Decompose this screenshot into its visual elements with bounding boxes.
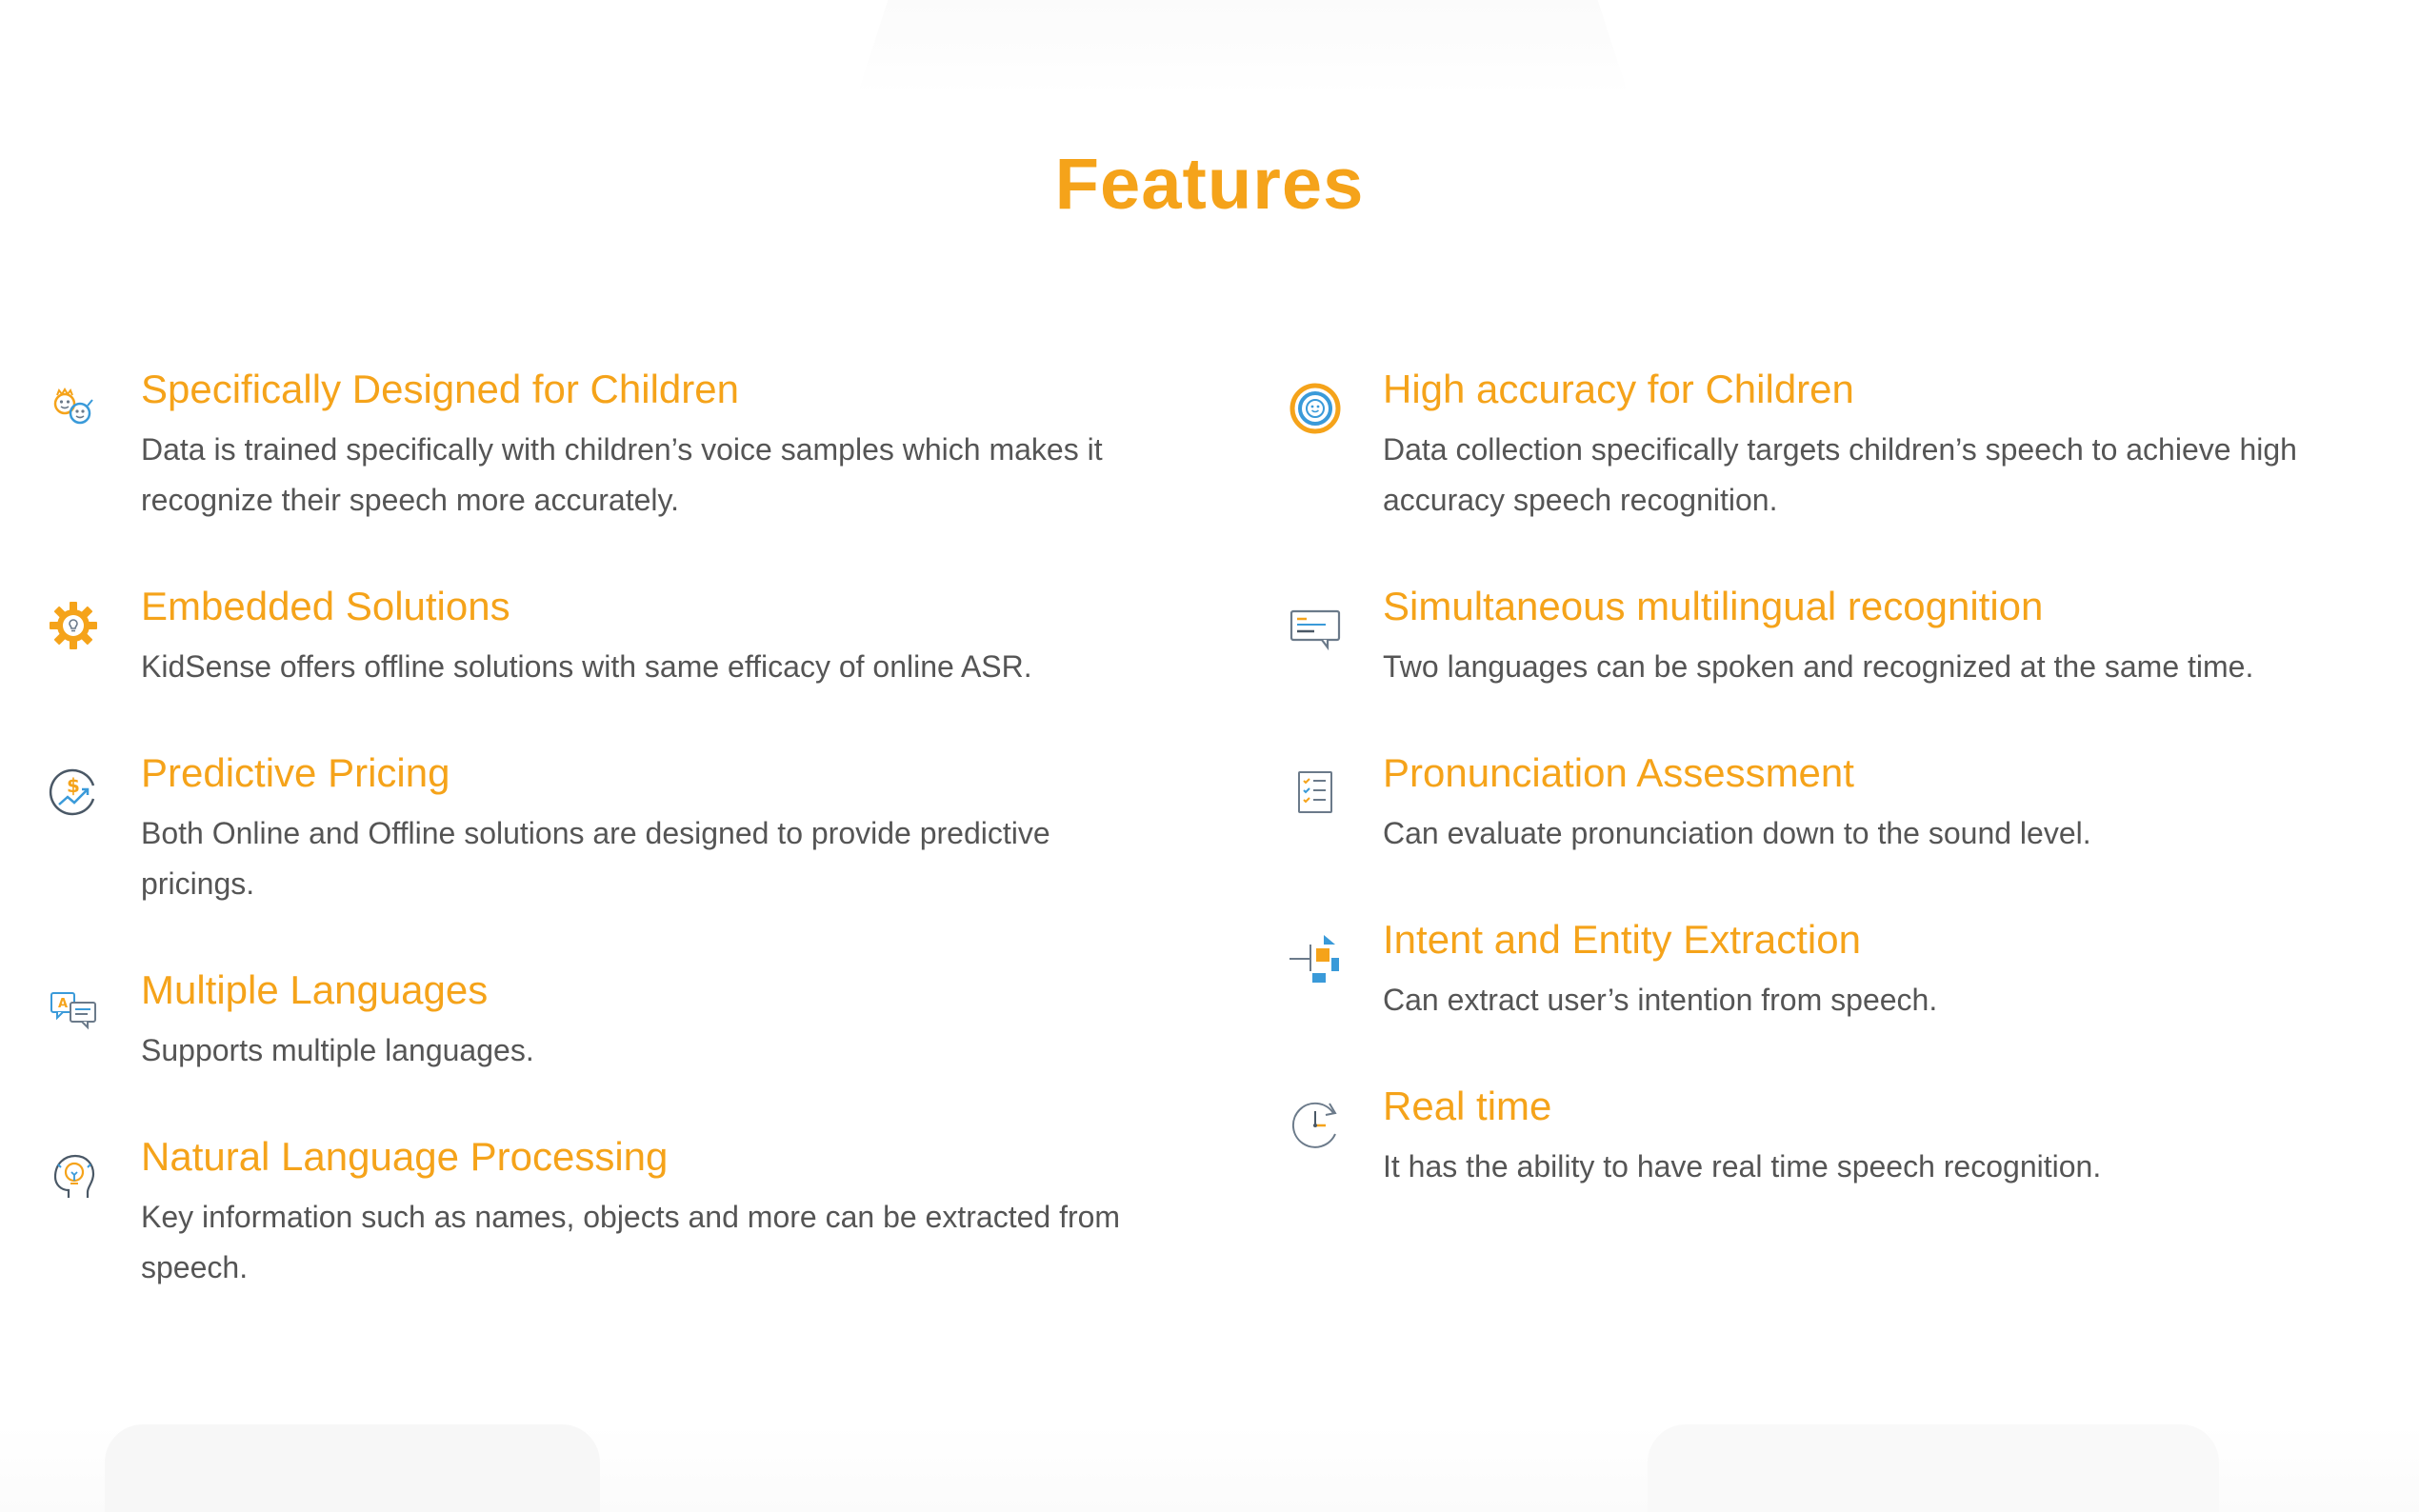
- feature-title: High accuracy for Children: [1383, 367, 1854, 411]
- svg-text:A: A: [57, 997, 69, 1011]
- feature-title: Embedded Solutions: [141, 584, 510, 628]
- translate-bubbles-icon: [46, 982, 101, 1037]
- feature-description: Two languages can be spoken and recognized at the same time.: [1383, 649, 2254, 684]
- feature-title: Real time: [1383, 1084, 1552, 1128]
- svg-text:$: $: [67, 774, 80, 797]
- feature-description: Key information such as names, objects and more can be extracted from speech.: [141, 1200, 1121, 1284]
- feature-item: [1288, 579, 2392, 692]
- features-left-column: [46, 362, 1170, 1346]
- head-bulb-icon: [46, 1148, 101, 1204]
- feature-description: Can extract user’s intention from speech.: [1383, 983, 1938, 1017]
- feature-description: Supports multiple languages.: [141, 1033, 534, 1067]
- feature-item: [46, 746, 1170, 909]
- feature-item: [46, 362, 1170, 526]
- feature-item: [46, 963, 1170, 1076]
- feature-title: Multiple Languages: [141, 967, 489, 1012]
- checklist-icon: [1288, 765, 1343, 820]
- feature-title: Simultaneous multilingual recognition: [1383, 584, 2044, 628]
- feature-description: It has the ability to have real time speech recognition.: [1383, 1149, 2102, 1184]
- top-decoration: [857, 0, 1629, 95]
- feature-title: Predictive Pricing: [141, 750, 450, 795]
- children-faces-icon: [46, 381, 101, 436]
- feature-description: Both Online and Offline solutions are designed to provide predictive pricings.: [141, 816, 1050, 901]
- bottom-shape: [105, 1424, 600, 1512]
- section-title: Features: [1054, 144, 1365, 225]
- feature-description: KidSense offers offline solutions with same efficacy of online ASR.: [141, 649, 1032, 684]
- feature-title: Pronunciation Assessment: [1383, 750, 1854, 795]
- gear-bulb-icon: [46, 598, 101, 653]
- feature-item: [1288, 746, 2392, 859]
- feature-description: Data collection specifically targets children’s speech to achieve high accuracy speech recognition.: [1383, 432, 2297, 517]
- feature-item: [1288, 912, 2392, 1025]
- feature-title: Intent and Entity Extraction: [1383, 917, 1861, 962]
- feature-item: [46, 579, 1170, 692]
- clock-icon: [1288, 1098, 1343, 1153]
- multilingual-monitor-icon: [1288, 598, 1343, 653]
- extraction-blocks-icon: [1288, 931, 1343, 986]
- dollar-trend-icon: [46, 765, 101, 820]
- feature-description: Data is trained specifically with children’s voice samples which makes it recognize their speech more accurately.: [141, 432, 1103, 517]
- feature-item: [1288, 362, 2392, 526]
- target-face-icon: [1288, 381, 1343, 436]
- feature-title: Natural Language Processing: [141, 1134, 669, 1179]
- feature-item: [46, 1129, 1170, 1293]
- feature-description: Can evaluate pronunciation down to the sound level.: [1383, 816, 2091, 850]
- feature-title: Specifically Designed for Children: [141, 367, 739, 411]
- bottom-shape: [1648, 1424, 2219, 1512]
- feature-item: [1288, 1079, 2392, 1192]
- bottom-decoration: [0, 1424, 2419, 1512]
- features-right-column: [1288, 362, 2392, 1245]
